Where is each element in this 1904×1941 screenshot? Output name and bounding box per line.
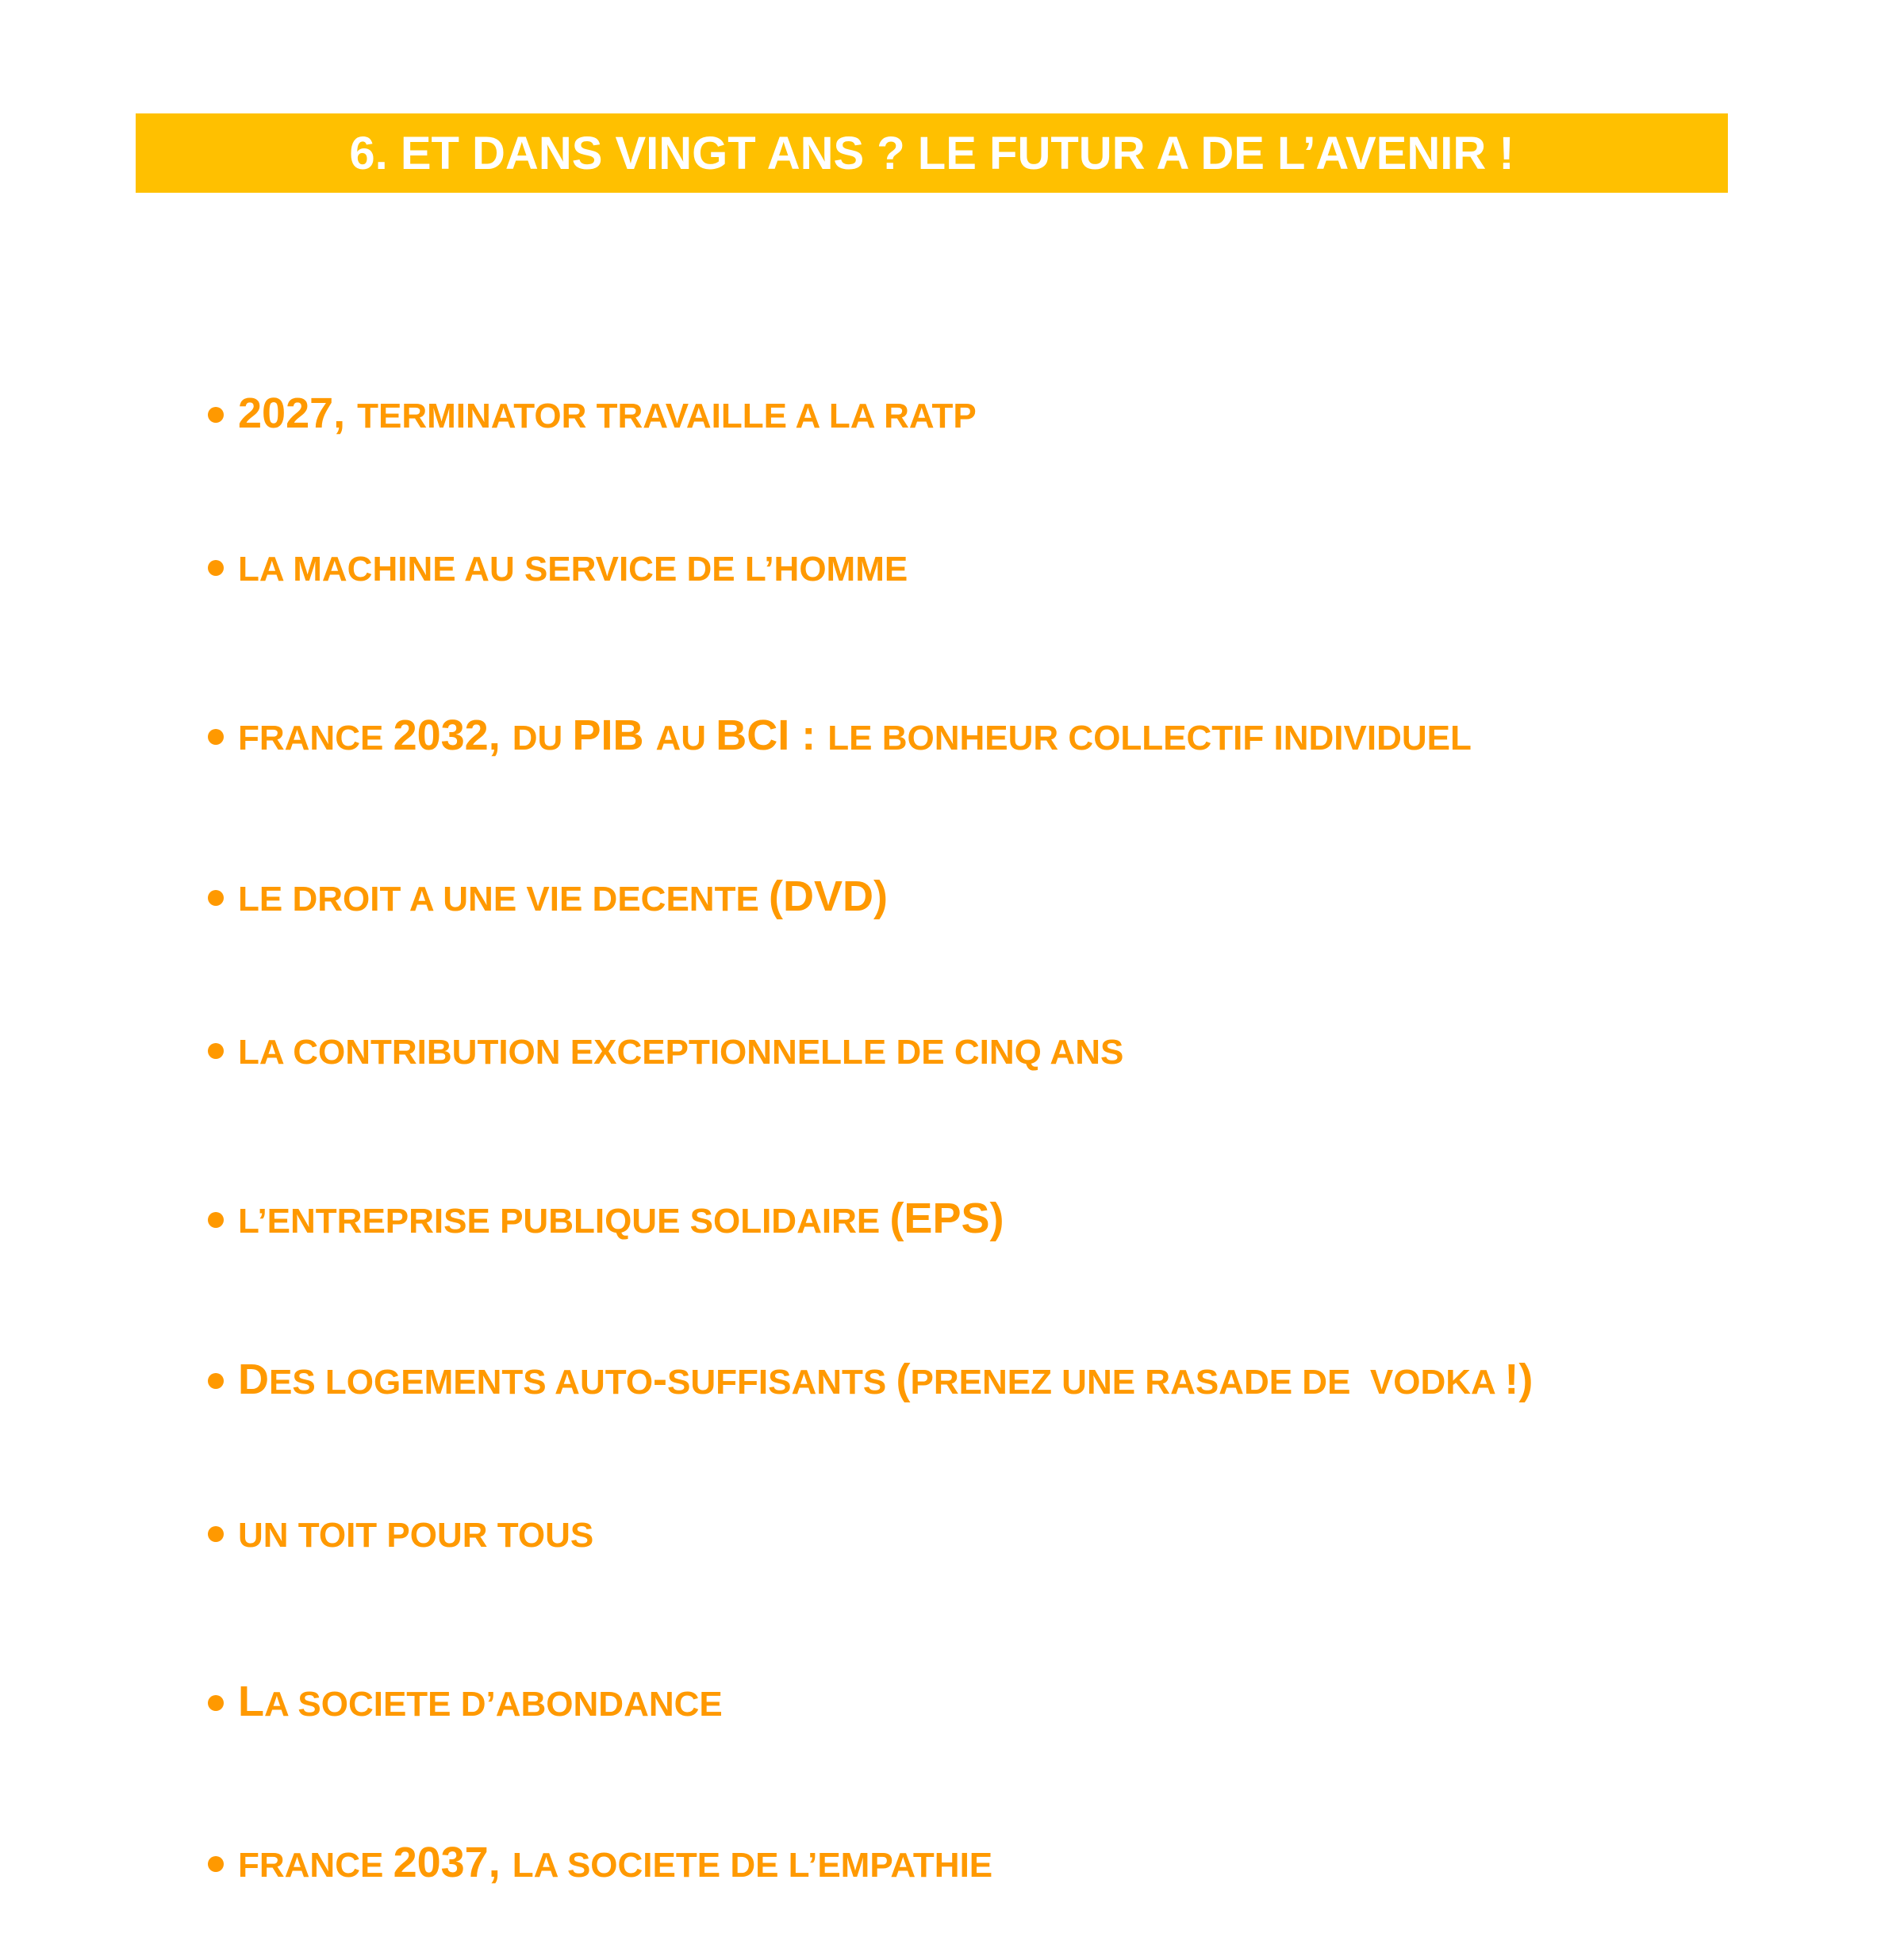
list-item-text: PIB — [572, 712, 656, 759]
list-item-text: TERMINATOR TRAVAILLE A LA RATP — [357, 397, 977, 435]
list-item-text: LA CONTRIBUTION EXCEPTIONNELLE DE CINQ ANS — [238, 1033, 1124, 1072]
list-item — [208, 1677, 723, 1740]
list-item-text: L — [238, 1678, 264, 1725]
bullet-icon — [208, 1695, 224, 1711]
list-item-text: AU — [655, 719, 716, 758]
list-item-text: A SOCIETE D’ABONDANCE — [264, 1685, 723, 1724]
list-item — [208, 1516, 593, 1579]
bullet-icon — [208, 1526, 224, 1542]
list-item — [208, 711, 1472, 774]
list-item-text: L’ENTREPRISE PUBLIQUE SOLIDAIRE — [238, 1202, 890, 1241]
list-item-text: D — [238, 1356, 269, 1403]
list-item-text: PRENEZ UNE RASADE DE VODKA — [910, 1363, 1505, 1402]
list-item-text: (DVD) — [769, 873, 889, 920]
list-item-text: UN TOIT POUR TOUS — [238, 1516, 594, 1555]
bullet-icon — [208, 1856, 224, 1872]
list-item-text: DU — [512, 719, 573, 758]
bullet-icon — [208, 1043, 224, 1059]
list-item-text: 2027, — [238, 389, 358, 437]
list-item-text: LE DROIT A UNE VIE DECENTE — [238, 880, 770, 919]
list-item — [208, 1194, 1004, 1257]
list-item-text: !) — [1504, 1356, 1534, 1403]
list-item — [208, 1838, 992, 1901]
list-item — [208, 1033, 1123, 1096]
list-item-text: LA MACHINE AU SERVICE DE L’HOMME — [238, 550, 908, 589]
bullet-icon — [208, 729, 224, 745]
bullet-icon — [208, 890, 224, 906]
bullet-list — [208, 0, 1874, 1941]
list-item-text: LA SOCIETE DE L’EMPATHIE — [512, 1846, 993, 1885]
list-item-text: 2037, — [393, 1839, 512, 1886]
list-item-text: SUFFISANTS — [667, 1363, 896, 1402]
bullet-icon — [208, 407, 224, 423]
list-item-text: - — [653, 1356, 668, 1403]
bullet-icon — [208, 560, 224, 576]
list-item — [208, 389, 977, 452]
bullet-icon — [208, 1212, 224, 1228]
list-item — [208, 550, 908, 613]
bullet-icon — [208, 1373, 224, 1389]
list-item-text: (EPS) — [889, 1195, 1004, 1242]
list-item-text: FRANCE — [238, 719, 393, 758]
list-item-text: BCI : — [716, 712, 828, 759]
list-item-text: ES LOGEMENTS AUTO — [269, 1363, 654, 1402]
list-item-text: LE BONHEUR COLLECTIF INDIVIDUEL — [827, 719, 1472, 758]
list-item-text: FRANCE — [238, 1846, 393, 1885]
list-item-text: 2032, — [393, 712, 512, 759]
list-item — [208, 1355, 1533, 1418]
page-title: 6. ET DANS VINGT ANS ? LE FUTUR A DE L’AVENIR ! — [349, 127, 1514, 179]
list-item-text: ( — [896, 1356, 911, 1403]
list-item — [208, 872, 888, 935]
